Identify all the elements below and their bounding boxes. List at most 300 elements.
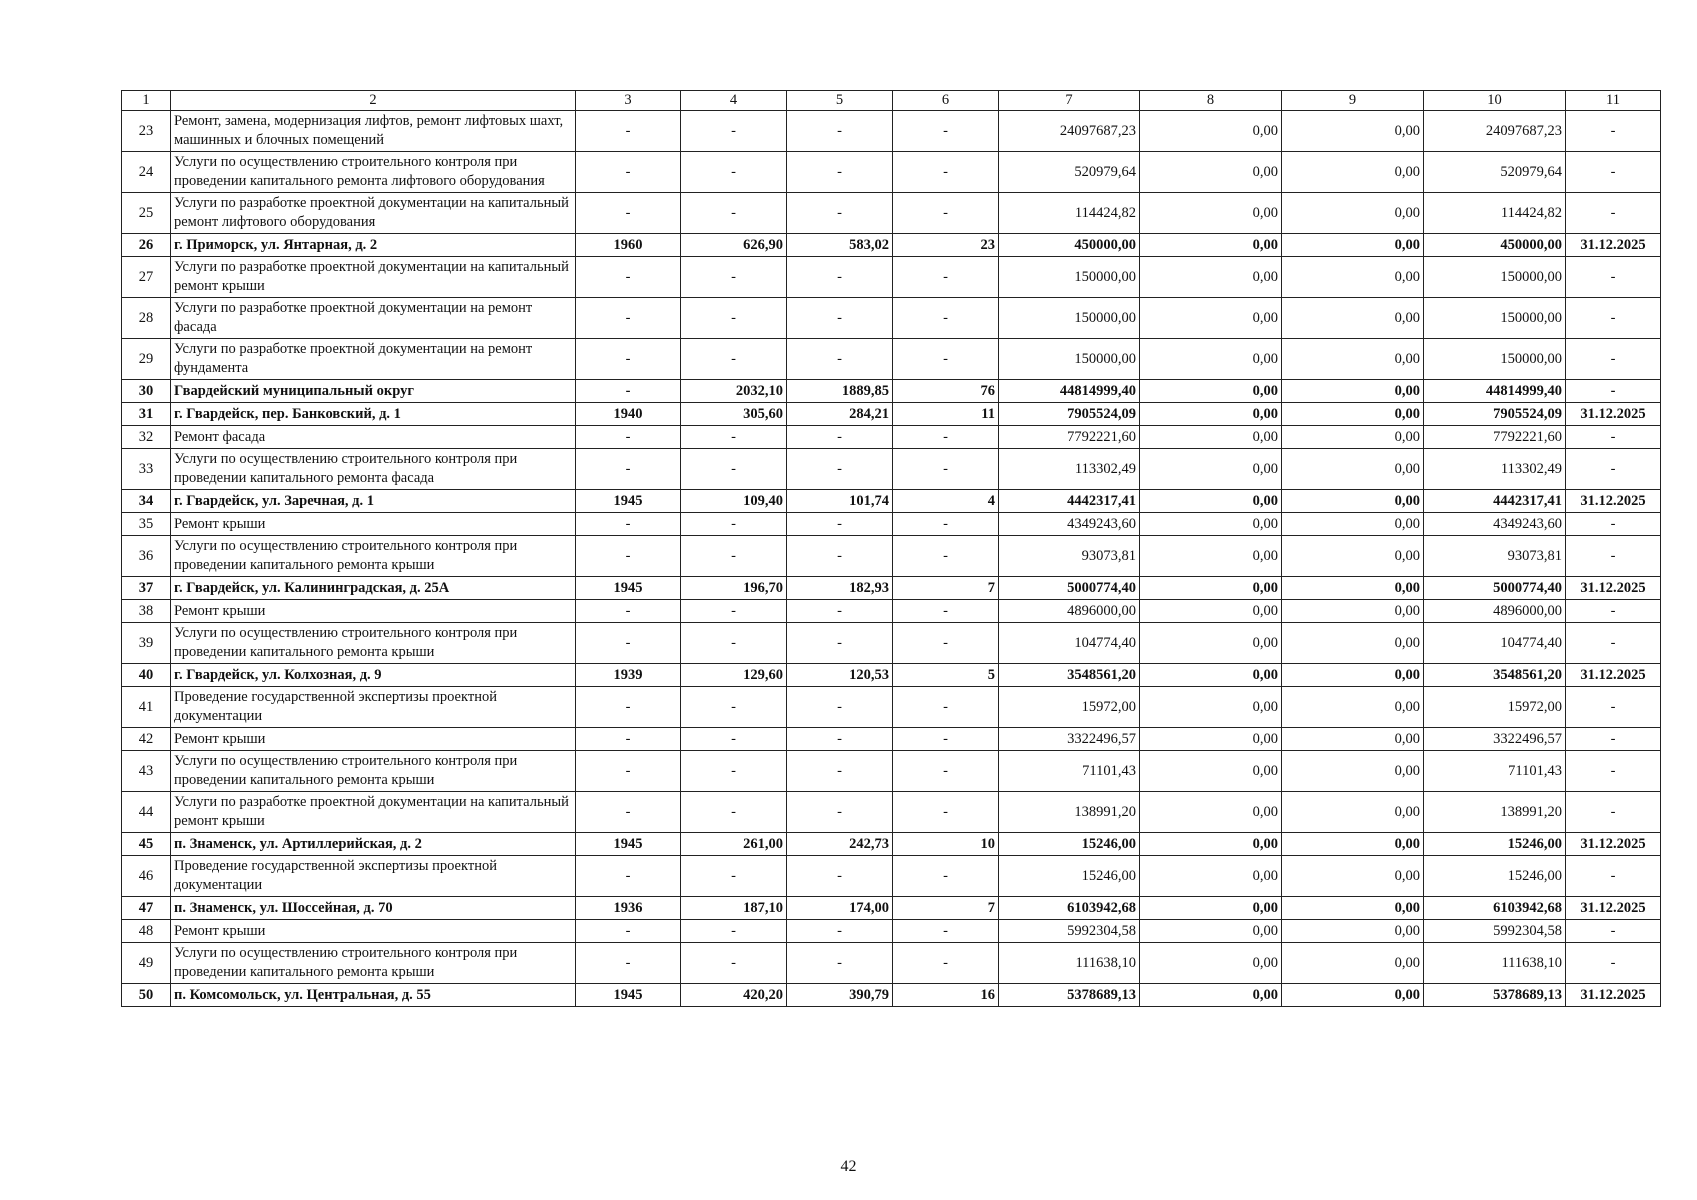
build-year: 1945: [576, 833, 681, 856]
total-area: -: [681, 426, 787, 449]
row-number: 27: [122, 257, 171, 298]
build-year: 1945: [576, 490, 681, 513]
column-number-row: [122, 91, 1661, 111]
cost-col-10: 15246,00: [1424, 833, 1566, 856]
total-cost: 4349243,60: [999, 513, 1140, 536]
living-area: -: [787, 152, 893, 193]
completion-date: -: [1566, 623, 1661, 664]
completion-date: 31.12.2025: [1566, 490, 1661, 513]
cost-col-9: 0,00: [1282, 897, 1424, 920]
total-cost: 7792221,60: [999, 426, 1140, 449]
table-row: [122, 984, 1661, 1007]
row-number: 23: [122, 111, 171, 152]
row-name: Услуги по осуществлению строительного контроля при проведении капитального ремонта лифтового оборудования: [171, 152, 576, 193]
table-row: [122, 728, 1661, 751]
build-year: -: [576, 792, 681, 833]
living-area: 174,00: [787, 897, 893, 920]
living-area: -: [787, 920, 893, 943]
total-cost: 114424,82: [999, 193, 1140, 234]
row-number: 44: [122, 792, 171, 833]
row-number: 34: [122, 490, 171, 513]
completion-date: 31.12.2025: [1566, 833, 1661, 856]
cost-col-8: 0,00: [1140, 111, 1282, 152]
table-row: [122, 234, 1661, 257]
cost-col-9: 0,00: [1282, 339, 1424, 380]
cost-col-10: 24097687,23: [1424, 111, 1566, 152]
living-area: -: [787, 193, 893, 234]
row-name: Услуги по разработке проектной документации на ремонт фасада: [171, 298, 576, 339]
completion-date: 31.12.2025: [1566, 984, 1661, 1007]
column-header: 11: [1566, 91, 1661, 111]
completion-date: -: [1566, 257, 1661, 298]
build-year: -: [576, 339, 681, 380]
build-year: -: [576, 152, 681, 193]
build-year: -: [576, 449, 681, 490]
cost-col-8: 0,00: [1140, 984, 1282, 1007]
row-name: Услуги по осуществлению строительного контроля при проведении капитального ремонта фасада: [171, 449, 576, 490]
total-area: 420,20: [681, 984, 787, 1007]
row-number: 30: [122, 380, 171, 403]
cost-col-9: 0,00: [1282, 792, 1424, 833]
residents: -: [893, 193, 999, 234]
residents: -: [893, 943, 999, 984]
cost-col-10: 4896000,00: [1424, 600, 1566, 623]
build-year: 1939: [576, 664, 681, 687]
completion-date: -: [1566, 339, 1661, 380]
total-area: -: [681, 193, 787, 234]
table-row: [122, 536, 1661, 577]
column-header: 10: [1424, 91, 1566, 111]
living-area: -: [787, 792, 893, 833]
cost-col-8: 0,00: [1140, 403, 1282, 426]
total-area: -: [681, 298, 787, 339]
table-row: [122, 600, 1661, 623]
table-row: [122, 920, 1661, 943]
completion-date: 31.12.2025: [1566, 234, 1661, 257]
living-area: -: [787, 111, 893, 152]
cost-col-8: 0,00: [1140, 339, 1282, 380]
table-row: [122, 426, 1661, 449]
cost-col-9: 0,00: [1282, 193, 1424, 234]
build-year: 1960: [576, 234, 681, 257]
build-year: 1936: [576, 897, 681, 920]
table-row: [122, 943, 1661, 984]
cost-col-10: 114424,82: [1424, 193, 1566, 234]
cost-col-8: 0,00: [1140, 234, 1282, 257]
total-area: 626,90: [681, 234, 787, 257]
completion-date: -: [1566, 687, 1661, 728]
cost-col-8: 0,00: [1140, 792, 1282, 833]
cost-col-8: 0,00: [1140, 897, 1282, 920]
completion-date: -: [1566, 728, 1661, 751]
total-area: -: [681, 600, 787, 623]
completion-date: 31.12.2025: [1566, 664, 1661, 687]
row-number: 38: [122, 600, 171, 623]
cost-col-9: 0,00: [1282, 111, 1424, 152]
living-area: 284,21: [787, 403, 893, 426]
cost-col-10: 111638,10: [1424, 943, 1566, 984]
residents: 5: [893, 664, 999, 687]
build-year: -: [576, 943, 681, 984]
row-name: п. Комсомольск, ул. Центральная, д. 55: [171, 984, 576, 1007]
build-year: 1945: [576, 577, 681, 600]
cost-col-9: 0,00: [1282, 490, 1424, 513]
total-cost: 6103942,68: [999, 897, 1140, 920]
cost-col-10: 5000774,40: [1424, 577, 1566, 600]
column-header: 1: [122, 91, 171, 111]
cost-col-10: 4442317,41: [1424, 490, 1566, 513]
cost-col-10: 44814999,40: [1424, 380, 1566, 403]
row-number: 33: [122, 449, 171, 490]
column-header: 3: [576, 91, 681, 111]
cost-col-8: 0,00: [1140, 449, 1282, 490]
table-row: [122, 623, 1661, 664]
row-name: Услуги по разработке проектной документации на капитальный ремонт лифтового оборудования: [171, 193, 576, 234]
total-area: -: [681, 513, 787, 536]
residents: -: [893, 152, 999, 193]
cost-col-8: 0,00: [1140, 257, 1282, 298]
build-year: -: [576, 728, 681, 751]
row-name: Ремонт крыши: [171, 513, 576, 536]
row-name: г. Гвардейск, пер. Банковский, д. 1: [171, 403, 576, 426]
total-area: -: [681, 792, 787, 833]
completion-date: -: [1566, 152, 1661, 193]
cost-col-8: 0,00: [1140, 577, 1282, 600]
table-row: [122, 856, 1661, 897]
cost-col-10: 150000,00: [1424, 339, 1566, 380]
row-name: г. Гвардейск, ул. Колхозная, д. 9: [171, 664, 576, 687]
cost-col-9: 0,00: [1282, 257, 1424, 298]
residents: -: [893, 111, 999, 152]
total-cost: 150000,00: [999, 339, 1140, 380]
living-area: -: [787, 728, 893, 751]
build-year: -: [576, 536, 681, 577]
residents: 4: [893, 490, 999, 513]
build-year: -: [576, 426, 681, 449]
living-area: -: [787, 943, 893, 984]
living-area: 583,02: [787, 234, 893, 257]
total-cost: 5000774,40: [999, 577, 1140, 600]
total-area: -: [681, 449, 787, 490]
row-number: 46: [122, 856, 171, 897]
build-year: -: [576, 751, 681, 792]
table-row: [122, 111, 1661, 152]
cost-col-8: 0,00: [1140, 513, 1282, 536]
row-name: Ремонт, замена, модернизация лифтов, ремонт лифтовых шахт, машинных и блочных помещений: [171, 111, 576, 152]
table-row: [122, 897, 1661, 920]
residents: -: [893, 298, 999, 339]
cost-col-9: 0,00: [1282, 577, 1424, 600]
total-area: -: [681, 111, 787, 152]
residents: 16: [893, 984, 999, 1007]
row-name: Услуги по разработке проектной документации на ремонт фундамента: [171, 339, 576, 380]
row-number: 37: [122, 577, 171, 600]
total-area: 261,00: [681, 833, 787, 856]
table-row: [122, 490, 1661, 513]
table-row: [122, 403, 1661, 426]
total-area: 129,60: [681, 664, 787, 687]
table-row: [122, 664, 1661, 687]
residents: -: [893, 426, 999, 449]
total-cost: 3322496,57: [999, 728, 1140, 751]
living-area: -: [787, 298, 893, 339]
living-area: -: [787, 339, 893, 380]
living-area: -: [787, 751, 893, 792]
residents: -: [893, 449, 999, 490]
cost-col-10: 15972,00: [1424, 687, 1566, 728]
cost-col-9: 0,00: [1282, 298, 1424, 339]
cost-col-10: 6103942,68: [1424, 897, 1566, 920]
cost-col-9: 0,00: [1282, 856, 1424, 897]
total-area: -: [681, 728, 787, 751]
living-area: -: [787, 426, 893, 449]
residents: -: [893, 792, 999, 833]
cost-col-8: 0,00: [1140, 623, 1282, 664]
total-area: -: [681, 623, 787, 664]
cost-col-8: 0,00: [1140, 728, 1282, 751]
table-row: [122, 193, 1661, 234]
residents: 7: [893, 897, 999, 920]
total-cost: 4896000,00: [999, 600, 1140, 623]
build-year: -: [576, 257, 681, 298]
total-area: -: [681, 536, 787, 577]
cost-col-10: 450000,00: [1424, 234, 1566, 257]
column-header: 7: [999, 91, 1140, 111]
cost-col-10: 104774,40: [1424, 623, 1566, 664]
residents: -: [893, 513, 999, 536]
table-row: [122, 152, 1661, 193]
table-row: [122, 513, 1661, 536]
total-cost: 150000,00: [999, 257, 1140, 298]
row-name: г. Гвардейск, ул. Заречная, д. 1: [171, 490, 576, 513]
completion-date: -: [1566, 920, 1661, 943]
cost-col-10: 93073,81: [1424, 536, 1566, 577]
residents: -: [893, 856, 999, 897]
cost-col-9: 0,00: [1282, 728, 1424, 751]
living-area: -: [787, 600, 893, 623]
build-year: 1940: [576, 403, 681, 426]
cost-col-8: 0,00: [1140, 856, 1282, 897]
total-area: -: [681, 339, 787, 380]
completion-date: -: [1566, 380, 1661, 403]
cost-col-8: 0,00: [1140, 664, 1282, 687]
cost-col-9: 0,00: [1282, 152, 1424, 193]
row-name: Ремонт крыши: [171, 600, 576, 623]
cost-col-10: 4349243,60: [1424, 513, 1566, 536]
row-number: 39: [122, 623, 171, 664]
completion-date: -: [1566, 751, 1661, 792]
build-year: -: [576, 513, 681, 536]
build-year: -: [576, 920, 681, 943]
living-area: 242,73: [787, 833, 893, 856]
residents: -: [893, 339, 999, 380]
repair-program-table: [121, 90, 1661, 1007]
cost-col-10: 3548561,20: [1424, 664, 1566, 687]
cost-col-9: 0,00: [1282, 380, 1424, 403]
total-cost: 150000,00: [999, 298, 1140, 339]
cost-col-8: 0,00: [1140, 380, 1282, 403]
row-name: Проведение государственной экспертизы проектной документации: [171, 856, 576, 897]
row-number: 45: [122, 833, 171, 856]
row-name: Проведение государственной экспертизы проектной документации: [171, 687, 576, 728]
total-area: 187,10: [681, 897, 787, 920]
cost-col-8: 0,00: [1140, 298, 1282, 339]
row-number: 41: [122, 687, 171, 728]
build-year: -: [576, 111, 681, 152]
total-area: 2032,10: [681, 380, 787, 403]
cost-col-10: 113302,49: [1424, 449, 1566, 490]
completion-date: 31.12.2025: [1566, 577, 1661, 600]
completion-date: -: [1566, 111, 1661, 152]
completion-date: -: [1566, 426, 1661, 449]
column-header: 9: [1282, 91, 1424, 111]
cost-col-10: 5378689,13: [1424, 984, 1566, 1007]
cost-col-10: 15246,00: [1424, 856, 1566, 897]
row-number: 43: [122, 751, 171, 792]
row-number: 32: [122, 426, 171, 449]
cost-col-8: 0,00: [1140, 536, 1282, 577]
row-number: 47: [122, 897, 171, 920]
completion-date: -: [1566, 193, 1661, 234]
cost-col-9: 0,00: [1282, 943, 1424, 984]
total-cost: 15972,00: [999, 687, 1140, 728]
build-year: -: [576, 193, 681, 234]
column-header: 4: [681, 91, 787, 111]
total-cost: 5378689,13: [999, 984, 1140, 1007]
page-number: 42: [840, 1158, 857, 1175]
total-area: -: [681, 751, 787, 792]
total-area: 305,60: [681, 403, 787, 426]
cost-col-10: 7792221,60: [1424, 426, 1566, 449]
row-name: п. Знаменск, ул. Шоссейная, д. 70: [171, 897, 576, 920]
build-year: -: [576, 298, 681, 339]
cost-col-9: 0,00: [1282, 600, 1424, 623]
living-area: -: [787, 536, 893, 577]
cost-col-9: 0,00: [1282, 920, 1424, 943]
cost-col-9: 0,00: [1282, 403, 1424, 426]
cost-col-8: 0,00: [1140, 426, 1282, 449]
row-number: 25: [122, 193, 171, 234]
row-name: г. Приморск, ул. Янтарная, д. 2: [171, 234, 576, 257]
row-number: 26: [122, 234, 171, 257]
row-number: 48: [122, 920, 171, 943]
cost-col-9: 0,00: [1282, 687, 1424, 728]
build-year: -: [576, 856, 681, 897]
completion-date: 31.12.2025: [1566, 897, 1661, 920]
row-number: 35: [122, 513, 171, 536]
completion-date: -: [1566, 943, 1661, 984]
total-area: 109,40: [681, 490, 787, 513]
residents: 23: [893, 234, 999, 257]
total-cost: 15246,00: [999, 833, 1140, 856]
residents: -: [893, 257, 999, 298]
residents: -: [893, 687, 999, 728]
total-cost: 5992304,58: [999, 920, 1140, 943]
residents: -: [893, 536, 999, 577]
total-cost: 44814999,40: [999, 380, 1140, 403]
total-cost: 3548561,20: [999, 664, 1140, 687]
table-row: [122, 577, 1661, 600]
living-area: -: [787, 513, 893, 536]
total-area: -: [681, 920, 787, 943]
living-area: -: [787, 449, 893, 490]
cost-col-10: 71101,43: [1424, 751, 1566, 792]
cost-col-9: 0,00: [1282, 449, 1424, 490]
column-header: 6: [893, 91, 999, 111]
build-year: -: [576, 623, 681, 664]
residents: -: [893, 600, 999, 623]
total-area: -: [681, 856, 787, 897]
completion-date: -: [1566, 298, 1661, 339]
cost-col-10: 3322496,57: [1424, 728, 1566, 751]
cost-col-9: 0,00: [1282, 513, 1424, 536]
cost-col-8: 0,00: [1140, 687, 1282, 728]
cost-col-8: 0,00: [1140, 152, 1282, 193]
total-cost: 4442317,41: [999, 490, 1140, 513]
row-number: 40: [122, 664, 171, 687]
row-name: Гвардейский муниципальный округ: [171, 380, 576, 403]
row-name: п. Знаменск, ул. Артиллерийская, д. 2: [171, 833, 576, 856]
row-number: 50: [122, 984, 171, 1007]
row-name: Ремонт крыши: [171, 728, 576, 751]
build-year: -: [576, 687, 681, 728]
total-cost: 520979,64: [999, 152, 1140, 193]
living-area: 182,93: [787, 577, 893, 600]
residents: -: [893, 920, 999, 943]
completion-date: 31.12.2025: [1566, 403, 1661, 426]
column-header: 5: [787, 91, 893, 111]
total-area: -: [681, 687, 787, 728]
row-name: Услуги по осуществлению строительного контроля при проведении капитального ремонта крыши: [171, 751, 576, 792]
cost-col-9: 0,00: [1282, 536, 1424, 577]
cost-col-8: 0,00: [1140, 490, 1282, 513]
completion-date: -: [1566, 513, 1661, 536]
cost-col-8: 0,00: [1140, 943, 1282, 984]
living-area: 390,79: [787, 984, 893, 1007]
table-row: [122, 687, 1661, 728]
cost-col-9: 0,00: [1282, 234, 1424, 257]
total-cost: 111638,10: [999, 943, 1140, 984]
living-area: 1889,85: [787, 380, 893, 403]
cost-col-9: 0,00: [1282, 664, 1424, 687]
cost-col-10: 138991,20: [1424, 792, 1566, 833]
total-cost: 113302,49: [999, 449, 1140, 490]
column-header: 2: [171, 91, 576, 111]
residents: 7: [893, 577, 999, 600]
cost-col-9: 0,00: [1282, 984, 1424, 1007]
build-year: -: [576, 380, 681, 403]
total-cost: 24097687,23: [999, 111, 1140, 152]
completion-date: -: [1566, 449, 1661, 490]
living-area: -: [787, 623, 893, 664]
table-row: [122, 380, 1661, 403]
cost-col-8: 0,00: [1140, 751, 1282, 792]
cost-col-10: 150000,00: [1424, 257, 1566, 298]
build-year: -: [576, 600, 681, 623]
residents: -: [893, 728, 999, 751]
row-number: 42: [122, 728, 171, 751]
row-number: 31: [122, 403, 171, 426]
row-number: 29: [122, 339, 171, 380]
total-cost: 450000,00: [999, 234, 1140, 257]
table-row: [122, 449, 1661, 490]
residents: 10: [893, 833, 999, 856]
row-number: 36: [122, 536, 171, 577]
cost-col-8: 0,00: [1140, 833, 1282, 856]
cost-col-10: 150000,00: [1424, 298, 1566, 339]
residents: -: [893, 623, 999, 664]
row-name: Услуги по осуществлению строительного контроля при проведении капитального ремонта крыши: [171, 943, 576, 984]
